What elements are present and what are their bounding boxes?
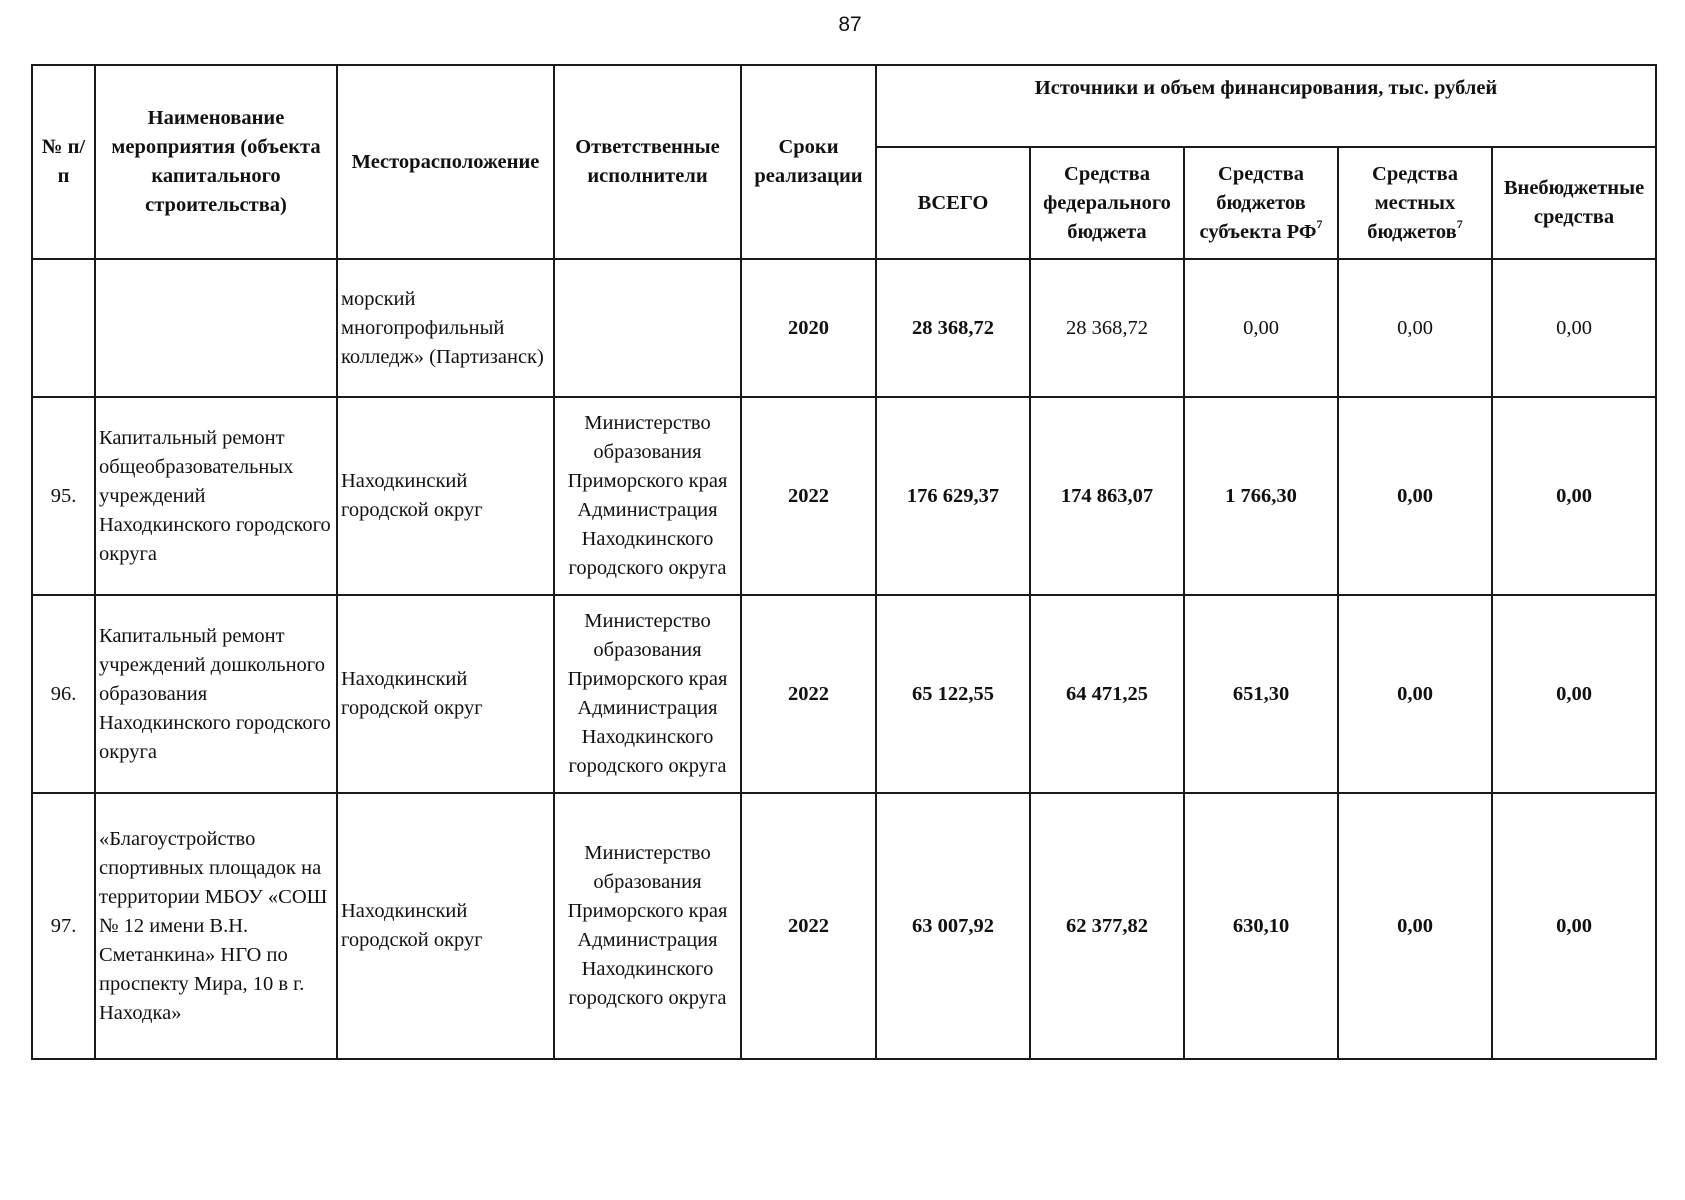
row-name: «Благоустройство спортивных площадок на территории МБОУ «СОШ № 12 имени В.Н. Сметанкина» НГО по проспекту Мира, 10 в г. Находка» <box>95 793 337 1059</box>
row-local: 0,00 <box>1338 259 1492 397</box>
row-regional: 630,10 <box>1184 793 1338 1059</box>
row-extra: 0,00 <box>1492 793 1656 1059</box>
row-extra: 0,00 <box>1492 259 1656 397</box>
row-year: 2022 <box>741 595 876 793</box>
header-executors: Ответственные исполнители <box>554 65 741 259</box>
header-federal: Средства федерального бюджета <box>1030 147 1184 259</box>
header-extra: Внебюджетные средства <box>1492 147 1656 259</box>
header-regional <box>1184 147 1338 259</box>
row-location: морский многопрофильный колледж» (Партизанск) <box>337 259 554 397</box>
row-total: 63 007,92 <box>876 793 1030 1059</box>
row-extra: 0,00 <box>1492 595 1656 793</box>
header-location: Месторасположение <box>337 65 554 259</box>
row-local: 0,00 <box>1338 397 1492 595</box>
header-name: Наименование мероприятия (объекта капитального строительства) <box>95 65 337 259</box>
header-num: № п/п <box>32 65 95 259</box>
row-year: 2022 <box>741 397 876 595</box>
row-location: Находкинский городской округ <box>337 793 554 1059</box>
header-regional-footnote: 7 <box>1316 216 1323 231</box>
header-local-footnote: 7 <box>1456 216 1463 231</box>
row-executors <box>554 259 741 397</box>
header-local <box>1338 147 1492 259</box>
row-location: Находкинский городской округ <box>337 595 554 793</box>
header-total: ВСЕГО <box>876 147 1030 259</box>
row-local: 0,00 <box>1338 595 1492 793</box>
row-federal: 174 863,07 <box>1030 397 1184 595</box>
row-federal: 62 377,82 <box>1030 793 1184 1059</box>
row-total: 28 368,72 <box>876 259 1030 397</box>
row-regional: 0,00 <box>1184 259 1338 397</box>
row-total: 65 122,55 <box>876 595 1030 793</box>
financing-table <box>31 64 1657 1060</box>
table-row <box>32 595 1656 793</box>
row-executors: Министерство образования Приморского края Администрация Находкинского городского округа <box>554 793 741 1059</box>
row-executors: Министерство образования Приморского края Администрация Находкинского городского округа <box>554 397 741 595</box>
row-num: 97. <box>32 793 95 1059</box>
table-row <box>32 397 1656 595</box>
table-body <box>32 259 1656 1059</box>
row-executors: Министерство образования Приморского края Администрация Находкинского городского округа <box>554 595 741 793</box>
header-financing: Источники и объем финансирования, тыс. рублей <box>876 65 1656 147</box>
row-num: 95. <box>32 397 95 595</box>
row-total: 176 629,37 <box>876 397 1030 595</box>
row-extra: 0,00 <box>1492 397 1656 595</box>
row-regional: 651,30 <box>1184 595 1338 793</box>
page-number: 87 <box>838 13 862 36</box>
table-header <box>32 65 1656 259</box>
row-year: 2020 <box>741 259 876 397</box>
header-regional-label: Средства бюджетов субъекта РФ <box>1199 162 1317 243</box>
table-row <box>32 793 1656 1059</box>
row-name: Капитальный ремонт учреждений дошкольного образования Находкинского городского округа <box>95 595 337 793</box>
header-local-label: Средства местных бюджетов <box>1367 162 1458 243</box>
row-name <box>95 259 337 397</box>
row-num: 96. <box>32 595 95 793</box>
row-name: Капитальный ремонт общеобразовательных учреждений Находкинского городского округа <box>95 397 337 595</box>
header-period: Сроки реализации <box>741 65 876 259</box>
row-year: 2022 <box>741 793 876 1059</box>
row-federal: 28 368,72 <box>1030 259 1184 397</box>
row-num <box>32 259 95 397</box>
row-regional: 1 766,30 <box>1184 397 1338 595</box>
table-row <box>32 259 1656 397</box>
row-local: 0,00 <box>1338 793 1492 1059</box>
row-location: Находкинский городской округ <box>337 397 554 595</box>
row-federal: 64 471,25 <box>1030 595 1184 793</box>
